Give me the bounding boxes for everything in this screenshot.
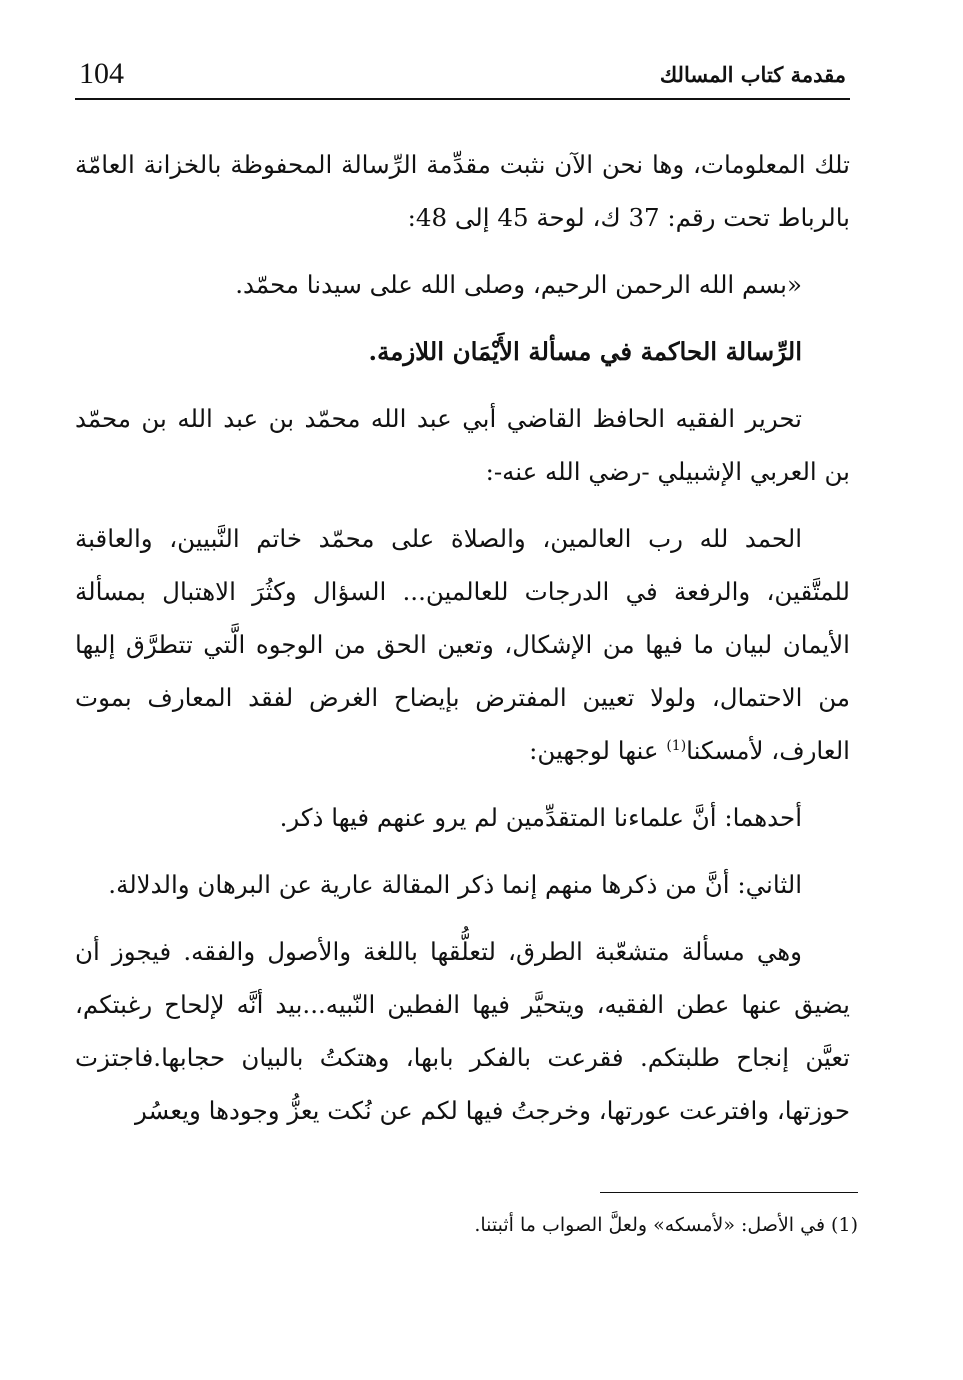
paragraph-basmala: «بسم الله الرحمن الرحيم، وصلى الله على سيدنا محمّد. bbox=[235, 270, 802, 299]
footnote-divider bbox=[600, 1192, 858, 1193]
running-title: مقدمة كتاب المسالك bbox=[659, 62, 846, 87]
page-number: 104 bbox=[79, 57, 124, 90]
paragraph-treatise-title: الرِّسالة الحاكمة في مسألة الأَيْمَان اللازمة. bbox=[368, 337, 802, 366]
page-header bbox=[75, 52, 850, 100]
paragraph-discussion: وهي مسألة متشعّبة الطرق، لتعلُّقها باللغة والأصول والفقه. فيجوز أن يضيق عنها عطن الفقيه، ويتحيَّر فيها الفطين النّبيه...بيد أنَّه لإلحاح رغبتكم، تعيَّن إنجاح طلبتكم. فقرعت بالفكر بابها، وهتكتُ بالبيان حجابها.فاجتزت حوزتها، وافترعت عورتها، وخرجتُ فيها لكم عن نُكت يعزُّ وجودها ويعسُر bbox=[75, 937, 850, 1125]
paragraph-praise-text: الحمد لله رب العالمين، والصلاة على محمّد خاتم النَّبيين، والعاقبة للمتَّقين، والرفعة في الدرجات للعالمين... السؤال وكثُرَ الاهتبال بمسألة الأيمان لبيان ما فيها من الإشكال، وتعين الحق من الوجوه الَّتي تتطرَّق إليها من الاحتمال، ولولا تعيين المفترض بإيضاح الغرض لفقد المعارف بموت العارف، لأمسكنا bbox=[75, 524, 850, 765]
paragraph-intro: تلك المعلومات، وها نحن الآن نثبت مقدِّمة الرِّسالة المحفوظة بالخزانة العامّة بالرباط تحت رقم: 37 ك، لوحة 45 إلى 48: bbox=[75, 150, 850, 232]
paragraph-first-reason: أحدهما: أنَّ علماءنا المتقدِّمين لم يرو عنهم فيها ذكر. bbox=[279, 803, 802, 832]
paragraph-praise-end: عنها لوجهين: bbox=[529, 736, 667, 765]
footnote: (1) في الأصل: «لأمسكه» ولعلَّ الصواب ما أثبتنا. bbox=[474, 1214, 858, 1236]
footnote-ref: (1) bbox=[666, 737, 687, 754]
paragraph-praise bbox=[75, 512, 850, 777]
paragraph-second-reason: الثاني: أنَّ من ذكرها منهم إنما ذكر المقالة عارية عن البرهان والدلالة. bbox=[108, 870, 802, 899]
paragraph-author: تحرير الفقيه الحافظ القاضي أبي عبد الله محمّد بن عبد الله بن محمّد بن العربي الإشبيلي -رضي الله عنه-: bbox=[75, 404, 850, 486]
main-text bbox=[75, 138, 850, 1151]
